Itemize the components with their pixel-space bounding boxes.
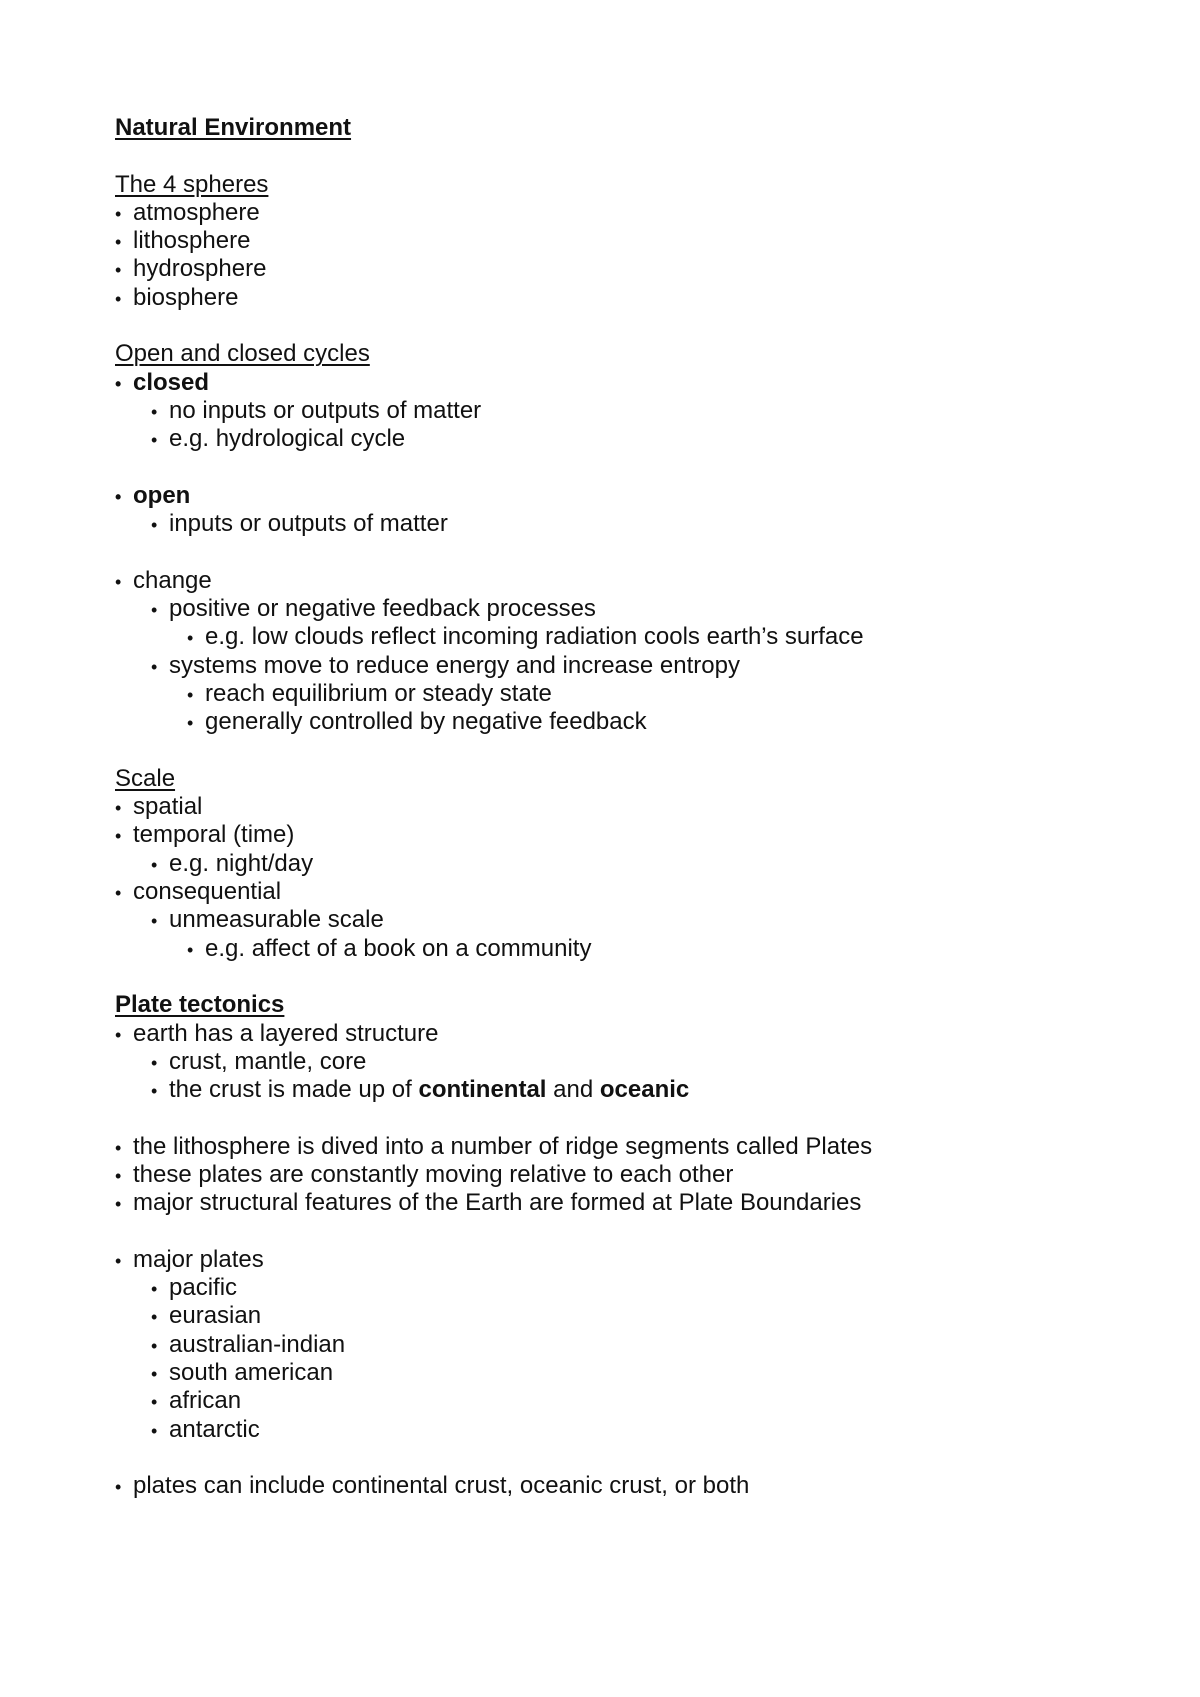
bullet-icon: • bbox=[187, 628, 194, 649]
list-item bbox=[115, 255, 1115, 283]
section-heading-plates: Plate tectonics bbox=[115, 991, 285, 1019]
list-item-text: unmeasurable scale bbox=[169, 906, 384, 934]
list-item-text: systems move to reduce energy and increase entropy bbox=[169, 651, 740, 679]
list-item bbox=[115, 397, 1115, 425]
bullet-icon: • bbox=[151, 1364, 158, 1385]
bullet-icon: • bbox=[151, 1307, 158, 1328]
list-item-text: e.g. hydrological cycle bbox=[169, 425, 406, 453]
list-item-text: atmosphere bbox=[133, 198, 260, 226]
list-item bbox=[115, 1133, 1115, 1161]
list-item-text: open bbox=[133, 481, 191, 509]
bullet-icon: • bbox=[115, 1194, 122, 1215]
list-item bbox=[115, 821, 1115, 849]
list-item bbox=[115, 1331, 1115, 1359]
list-item-text: australian-indian bbox=[169, 1330, 346, 1358]
bullet-icon: • bbox=[151, 515, 158, 536]
list-item bbox=[115, 1274, 1115, 1302]
bullet-icon: • bbox=[151, 1052, 158, 1073]
bullet-icon: • bbox=[151, 1279, 158, 1300]
list-item-text: antarctic bbox=[169, 1415, 260, 1443]
list-item bbox=[115, 199, 1115, 227]
spacer bbox=[115, 737, 1115, 765]
spacer bbox=[115, 538, 1115, 566]
list-item-text: crust, mantle, core bbox=[169, 1047, 367, 1075]
list-item bbox=[115, 369, 1115, 397]
list-item-text: major plates bbox=[133, 1245, 264, 1273]
spacer bbox=[115, 312, 1115, 340]
list-item bbox=[115, 1246, 1115, 1274]
list-item-text: major structural features of the Earth are formed at Plate Boundaries bbox=[133, 1189, 862, 1217]
list-item bbox=[115, 708, 1115, 736]
list-item-text: these plates are constantly moving relative to each other bbox=[133, 1160, 734, 1188]
bullet-icon: • bbox=[151, 430, 158, 451]
list-item bbox=[115, 1161, 1115, 1189]
bullet-icon: • bbox=[115, 260, 122, 281]
list-item-text: positive or negative feedback processes bbox=[169, 595, 596, 623]
spacer bbox=[115, 142, 1115, 170]
bullet-icon: • bbox=[151, 600, 158, 621]
list-item bbox=[115, 1048, 1115, 1076]
page-title: Natural Environment bbox=[115, 114, 352, 141]
spacer bbox=[115, 454, 1115, 482]
list-item bbox=[115, 1472, 1115, 1500]
list-item-text: spatial bbox=[133, 793, 203, 821]
list-item bbox=[115, 793, 1115, 821]
bullet-icon: • bbox=[151, 1335, 158, 1356]
list-item-text: lithosphere bbox=[133, 227, 251, 255]
list-item-text: south american bbox=[169, 1359, 334, 1387]
list-item-text: change bbox=[133, 566, 212, 594]
bullet-icon: • bbox=[151, 854, 158, 875]
document-page bbox=[115, 114, 1115, 1501]
list-item-text: e.g. affect of a book on a community bbox=[205, 934, 592, 962]
list-item bbox=[115, 567, 1115, 595]
bullet-icon: • bbox=[187, 713, 194, 734]
list-item bbox=[115, 680, 1115, 708]
bullet-icon: • bbox=[115, 1477, 122, 1498]
bullet-icon: • bbox=[115, 798, 122, 819]
list-item-text: temporal (time) bbox=[133, 821, 295, 849]
list-item-text: plates can include continental crust, oceanic crust, or both bbox=[133, 1472, 750, 1500]
list-item-text: inputs or outputs of matter bbox=[169, 510, 448, 538]
bullet-icon: • bbox=[187, 939, 194, 960]
spacer bbox=[115, 1104, 1115, 1132]
list-item bbox=[115, 623, 1115, 651]
bullet-icon: • bbox=[151, 656, 158, 677]
list-item-text: no inputs or outputs of matter bbox=[169, 396, 482, 424]
list-item bbox=[115, 1387, 1115, 1415]
list-item-text: consequential bbox=[133, 878, 282, 906]
bullet-icon: • bbox=[187, 684, 194, 705]
bullet-icon: • bbox=[115, 571, 122, 592]
list-item-text: hydrosphere bbox=[133, 255, 267, 283]
list-item bbox=[115, 482, 1115, 510]
list-item-text: eurasian bbox=[169, 1302, 262, 1330]
list-item-text: the crust is made up of bbox=[169, 1076, 419, 1104]
bullet-icon: • bbox=[151, 1081, 158, 1102]
bullet-icon: • bbox=[115, 1250, 122, 1271]
bold-term-continental: continental bbox=[418, 1076, 547, 1104]
bullet-icon: • bbox=[151, 401, 158, 422]
list-item-text: e.g. night/day bbox=[169, 849, 314, 877]
list-item bbox=[115, 510, 1115, 538]
bullet-icon: • bbox=[115, 232, 122, 253]
list-item-text: biosphere bbox=[133, 283, 239, 311]
section-heading-cycles: Open and closed cycles bbox=[115, 340, 370, 368]
list-item-text: generally controlled by negative feedback bbox=[205, 708, 647, 736]
list-item bbox=[115, 878, 1115, 906]
bullet-icon: • bbox=[151, 1420, 158, 1441]
list-item-text: the lithosphere is dived into a number of ridge segments called Plates bbox=[133, 1132, 873, 1160]
spacer bbox=[115, 1444, 1115, 1472]
list-item bbox=[115, 1076, 1115, 1104]
bullet-icon: • bbox=[151, 911, 158, 932]
bold-term-oceanic: oceanic bbox=[599, 1076, 690, 1104]
list-item bbox=[115, 1359, 1115, 1387]
bullet-icon: • bbox=[115, 826, 122, 847]
list-item-text: e.g. low clouds reflect incoming radiation cools earth’s surface bbox=[205, 623, 864, 651]
list-item-text: pacific bbox=[169, 1274, 238, 1302]
list-item-text: earth has a layered structure bbox=[133, 1019, 439, 1047]
bullet-icon: • bbox=[115, 1024, 122, 1045]
list-item bbox=[115, 850, 1115, 878]
bullet-icon: • bbox=[115, 203, 122, 224]
list-item-text: closed bbox=[133, 368, 210, 396]
list-item bbox=[115, 284, 1115, 312]
list-item bbox=[115, 935, 1115, 963]
bullet-icon: • bbox=[115, 1165, 122, 1186]
list-item-text: african bbox=[169, 1387, 242, 1415]
bullet-icon: • bbox=[115, 288, 122, 309]
spacer bbox=[115, 1218, 1115, 1246]
bullet-icon: • bbox=[151, 1392, 158, 1413]
spacer bbox=[115, 963, 1115, 991]
list-item bbox=[115, 1189, 1115, 1217]
list-item bbox=[115, 652, 1115, 680]
bullet-icon: • bbox=[115, 486, 122, 507]
list-item bbox=[115, 595, 1115, 623]
bullet-icon: • bbox=[115, 373, 122, 394]
list-item bbox=[115, 227, 1115, 255]
list-item bbox=[115, 1302, 1115, 1330]
bullet-icon: • bbox=[115, 1137, 122, 1158]
list-item bbox=[115, 1416, 1115, 1444]
list-item-text: reach equilibrium or steady state bbox=[205, 679, 552, 707]
bullet-icon: • bbox=[115, 883, 122, 904]
section-heading-scale: Scale bbox=[115, 764, 176, 792]
list-item bbox=[115, 425, 1115, 453]
list-item bbox=[115, 1020, 1115, 1048]
list-item bbox=[115, 906, 1115, 934]
section-heading-spheres: The 4 spheres bbox=[115, 170, 269, 198]
list-item-text: and bbox=[546, 1076, 600, 1104]
